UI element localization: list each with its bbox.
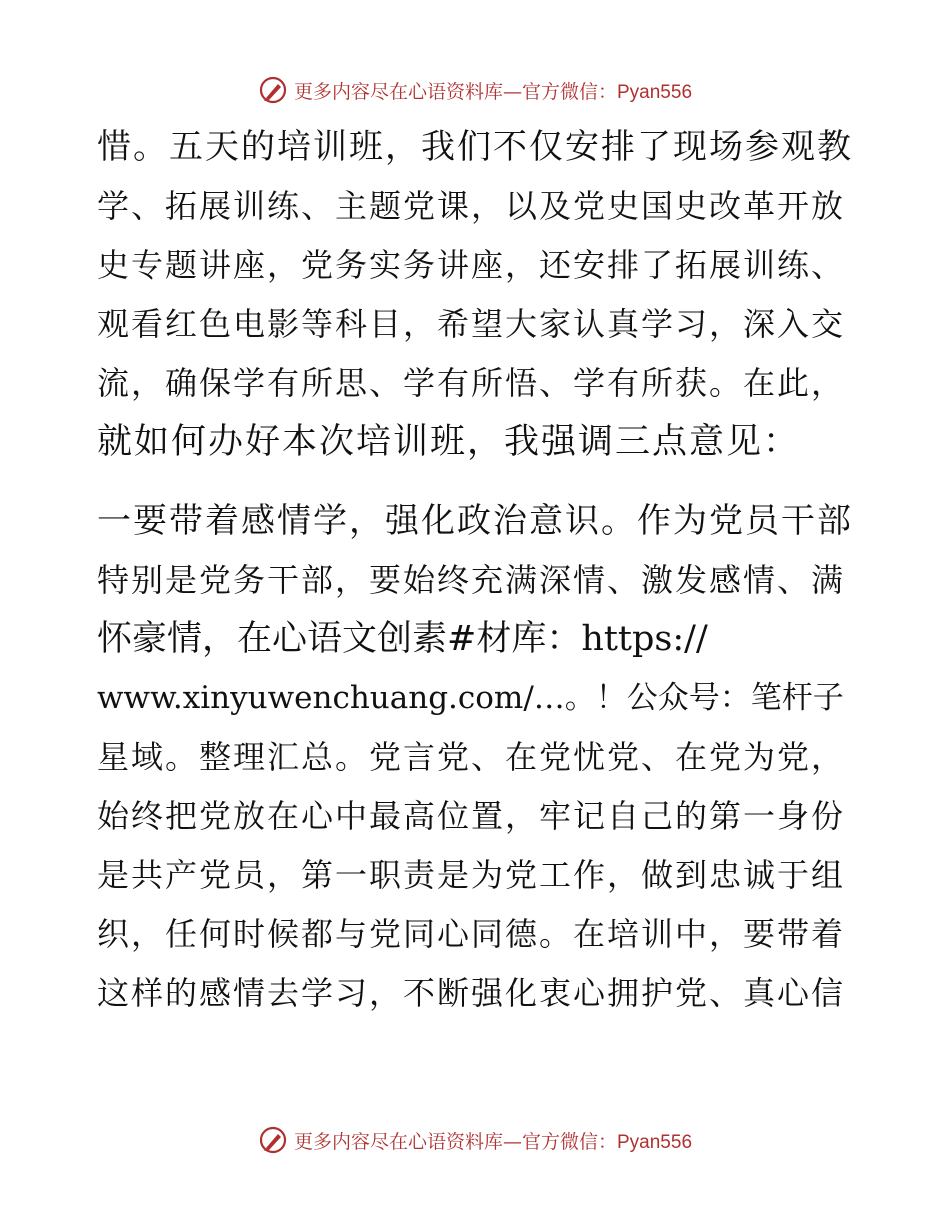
- text-line: 就如何办好本次培训班，我强调三点意见：: [97, 422, 801, 462]
- text-line: 观看红色电影等科目，希望大家认真学习，深入交: [97, 305, 846, 343]
- header-banner-main: 更多内容尽在心语资料库—: [293, 80, 522, 103]
- page-header: [0, 73, 950, 107]
- header-banner: [294, 77, 692, 104]
- text-line: 织，任何时候都与党同心同德。在培训中，要带着: [97, 915, 846, 953]
- text-line: 是共产党员，第一职责是为党工作，做到忠诚于组: [97, 856, 846, 894]
- text-line: 学、拓展训练、主题党课，以及党史国史改革开放: [97, 187, 846, 225]
- text-line: 一要带着感情学，强化政治意识。作为党员干部: [97, 501, 853, 541]
- paragraph-gap: [97, 472, 857, 492]
- text-line: 这样的感情去学习，不断强化衷心拥护党、真心信: [97, 974, 846, 1012]
- footer-banner-wechat: 官方微信：Pyan556: [522, 1131, 693, 1153]
- text-line: www.xinyuwenchuang.com/…。！公众号：笔杆子: [97, 680, 844, 716]
- header-banner-wechat: 官方微信：Pyan556: [522, 81, 693, 103]
- document-body: [97, 118, 857, 1023]
- text-line: 特别是党务干部，要始终充满深情、激发感情、满: [97, 561, 846, 599]
- text-line: 流，确保学有所思、学有所悟、学有所获。在此，: [97, 364, 846, 402]
- footer-banner: [294, 1127, 692, 1154]
- text-line: 惜。五天的培训班，我们不仅安排了现场参观教: [97, 127, 853, 167]
- text-line: 始终把党放在心中最高位置，牢记自己的第一身份: [97, 797, 846, 835]
- footer-banner-main: 更多内容尽在心语资料库—: [293, 1130, 522, 1153]
- pen-logo-icon: [258, 1125, 288, 1155]
- text-line: 怀豪情，在心语文创素#材库：https://: [97, 619, 708, 659]
- text-line: 史专题讲座，党务实务讲座，还安排了拓展训练、: [97, 246, 846, 284]
- pen-logo-icon: [258, 75, 288, 105]
- page-footer: [0, 1123, 950, 1157]
- paragraph-1: [97, 118, 857, 472]
- paragraph-2: [97, 492, 857, 1023]
- text-line: 星域。整理汇总。党言党、在党忧党、在党为党，: [97, 738, 846, 776]
